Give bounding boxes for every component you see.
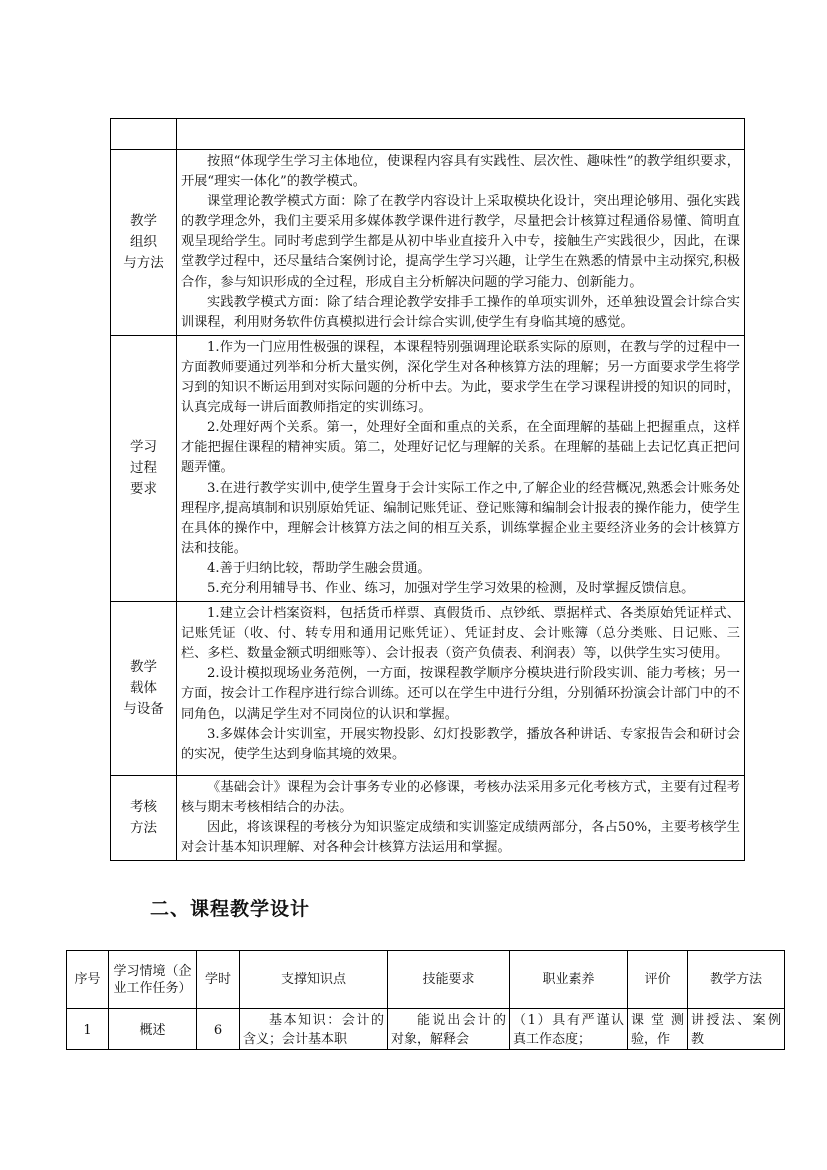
row-label — [111, 119, 177, 150]
row-content — [177, 119, 745, 150]
table-row — [111, 119, 745, 150]
table-row — [67, 1009, 785, 1050]
table-row-learning-process — [111, 335, 745, 601]
cell-no: 1 — [67, 1009, 109, 1050]
header-method: 教学方法 — [688, 951, 785, 1009]
cell-skill: 能说出会计的对象，解释会 — [388, 1009, 510, 1050]
header-skill: 技能要求 — [388, 951, 510, 1009]
table-row-assessment — [111, 775, 745, 860]
header-no: 序号 — [67, 951, 109, 1009]
paragraph: 因此，将该课程的考核分为知识鉴定成绩和实训鉴定成绩两部分，各占50%，主要考核学生对会计基本知识理解、对各种会计核算方法运用和掌握。 — [181, 820, 740, 856]
paragraph: 实践教学模式方面：除了结合理论教学安排手工操作的单项实训外，还单独设置会计综合实训课程，利用财务软件仿真模拟进行会计综合实训,使学生有身临其境的感觉。 — [181, 294, 740, 330]
row-content-learning-process — [177, 335, 745, 601]
table-header-row — [67, 951, 785, 1009]
cell-method: 讲授法、案例教 — [688, 1009, 785, 1050]
cell-task: 概述 — [109, 1009, 197, 1050]
row-label-equipment: 教学 载体 与设备 — [111, 602, 177, 776]
cell-quality: （1）具有严谨认真工作态度； — [510, 1009, 628, 1050]
header-hours: 学时 — [197, 951, 240, 1009]
cell-knowledge: 基本知识：会计的含义；会计基本职 — [240, 1009, 388, 1050]
course-info-table — [110, 118, 745, 861]
row-label-learning-process: 学习 过程 要求 — [111, 335, 177, 601]
row-label-assessment: 考核 方法 — [111, 775, 177, 860]
cell-eval: 课堂测验，作 — [628, 1009, 688, 1050]
paragraph: 1.建立会计档案资料，包括货币样票、真假货币、点钞纸、票据样式、各类原始凭证样式、记账凭证（收、付、转专用和通用记账凭证）、凭证封皮、会计账簿（总分类账、日记账、三栏、多栏、数量金额式明细账等）、会计报表（资产负债表、利润表）等，以供学生实习使用。 — [181, 606, 740, 662]
header-quality: 职业素养 — [510, 951, 628, 1009]
course-design-table — [66, 950, 785, 1050]
paragraph: 按照“体现学生学习主体地位，使课程内容具有实践性、层次性、趣味性”的教学组织要求，开展“理实一体化”的教学模式。 — [181, 154, 740, 190]
paragraph: 4.善于归纳比较，帮助学生融会贯通。 — [207, 560, 431, 576]
paragraph: 2.处理好两个关系。第一，处理好全面和重点的关系，在全面理解的基础上把握重点，这样才能把握住课程的精神实质。第二，处理好记忆与理解的关系。在理解的基础上去记忆真正把问题弄懂。 — [181, 420, 740, 476]
paragraph: 3.多媒体会计实训室，开展实物投影、幻灯投影教学，播放各种讲话、专家报告会和研讨会的实况，使学生达到身临其境的效果。 — [181, 726, 740, 762]
row-content-assessment — [177, 775, 745, 860]
paragraph: 《基础会计》课程为会计事务专业的必修课，考核办法采用多元化考核方式，主要有过程考核与期末考核相结合的办法。 — [181, 779, 740, 815]
header-task: 学习情境（企业工作任务） — [109, 951, 197, 1009]
header-eval: 评价 — [628, 951, 688, 1009]
table-row-teaching-method — [111, 150, 745, 336]
paragraph: 3.在进行教学实训中,使学生置身于会计实际工作之中,了解企业的经营概况,熟悉会计账务处理程序,提高填制和识别原始凭证、编制记账凭证、登记账簿和编制会计报表的操作能力，使学生在具体的操作中，理解会计核算方法之间的相互关系，训练掌握企业主要经济业务的会计核算方法和技能。 — [181, 480, 740, 556]
paragraph: 1.作为一门应用性极强的课程，本课程特别强调理论联系实际的原则，在教与学的过程中一方面教师要通过列举和分析大量实例，深化学生对各种核算方法的理解；另一方面要求学生将学习到的知识不断运用到对实际问题的分析中去。为此，要求学生在学习课程讲授的知识的同时，认真完成每一讲后面教师指定的实训练习。 — [181, 339, 740, 416]
row-content-teaching-method — [177, 150, 745, 336]
table-row-equipment — [111, 602, 745, 776]
paragraph: 2.设计模拟现场业务范例，一方面，按课程教学顺序分模块进行阶段实训、能力考核；另一方面，按会计工作程序进行综合训练。还可以在学生中进行分组，分别循环扮演会计部门中的不同角色，以满足学生对不同岗位的认识和掌握。 — [181, 666, 740, 722]
cell-hours: 6 — [197, 1009, 240, 1050]
section-title: 二、课程教学设计 — [150, 898, 311, 920]
row-label-teaching-method: 教学 组织 与方法 — [111, 150, 177, 336]
row-content-equipment — [177, 602, 745, 776]
paragraph: 课堂理论教学模式方面：除了在教学内容设计上采取模块化设计，突出理论够用、强化实践的教学理念外，我们主要采用多媒体教学课件进行教学，尽量把会计核算过程通俗易懂、简明直观呈现给学生。同时考虑到学生都是从初中毕业直接升入中专，接触生产实践很少，因此，在课堂教学过程中，还尽量结合案例讨论，提高学生学习兴趣，让学生在熟悉的情景中主动探究,积极合作，参与知识形成的全过程，形成自主分析解决问题的学习能力、创新能力。 — [181, 194, 740, 290]
header-knowledge: 支撑知识点 — [240, 951, 388, 1009]
paragraph: 5.充分利用辅导书、作业、练习，加强对学生学习效果的检测，及时掌握反馈信息。 — [207, 580, 695, 596]
